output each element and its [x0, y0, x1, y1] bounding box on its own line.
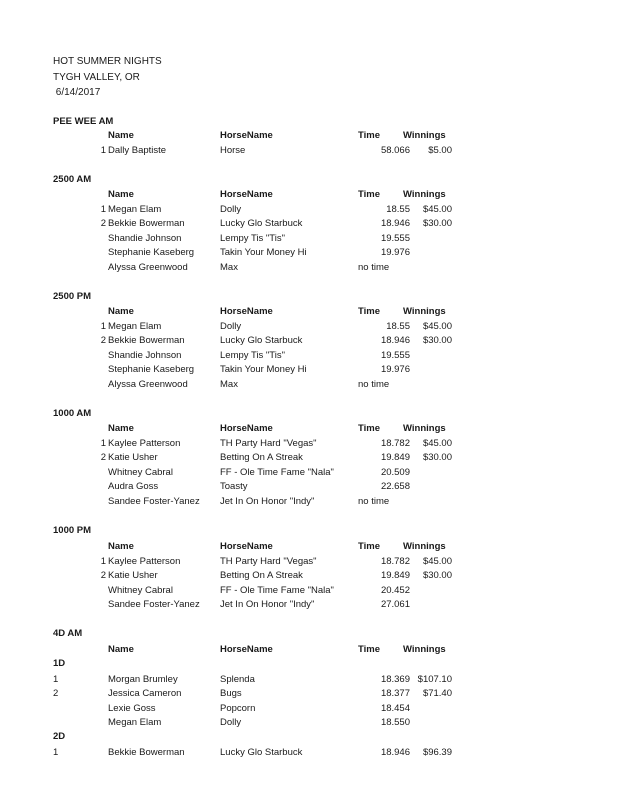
name-cell: Shandie Johnson — [108, 350, 182, 361]
place-cell: 1 — [53, 674, 59, 685]
horse-cell: FF - Ole Time Fame "Nala" — [220, 585, 334, 596]
table-row — [0, 334, 618, 348]
col-name-header: Name — [108, 423, 134, 434]
col-winnings-header: Winnings — [403, 541, 446, 552]
winnings-cell: $45.00 — [422, 204, 452, 215]
horse-cell: Betting On A Streak — [220, 452, 303, 463]
time-cell: 19.555 — [380, 233, 410, 244]
table-row — [0, 144, 618, 158]
winnings-cell: $5.00 — [428, 145, 452, 156]
time-cell: 18.946 — [380, 218, 410, 229]
place-cell: 2 — [100, 452, 106, 463]
time-cell: 19.976 — [380, 247, 410, 258]
name-cell: Morgan Brumley — [108, 674, 178, 685]
col-winnings-header: Winnings — [403, 423, 446, 434]
horse-cell: Toasty — [220, 481, 248, 492]
horse-cell: Dolly — [220, 204, 242, 215]
time-cell: 18.946 — [380, 335, 410, 346]
table-row — [0, 437, 618, 451]
winnings-cell: $107.10 — [417, 674, 452, 685]
table-row — [0, 349, 618, 363]
column-header-row — [0, 422, 618, 436]
table-row — [0, 495, 618, 509]
col-name-header: Name — [108, 644, 134, 655]
winnings-cell: $30.00 — [422, 570, 452, 581]
event-date: 6/14/2017 — [53, 87, 101, 98]
col-winnings-header: Winnings — [403, 644, 446, 655]
column-header-row — [0, 643, 618, 657]
division-label: 2D — [53, 731, 66, 742]
col-time-header: Time — [358, 130, 381, 141]
section-title: 4D AM — [53, 628, 83, 639]
name-cell: Whitney Cabral — [108, 467, 173, 478]
winnings-cell: $45.00 — [422, 438, 452, 449]
table-row — [0, 246, 618, 260]
table-row — [0, 716, 618, 730]
table-row — [0, 673, 618, 687]
name-cell: Megan Elam — [108, 321, 162, 332]
time-cell: no time — [358, 496, 390, 507]
horse-cell: Betting On A Streak — [220, 570, 303, 581]
table-row — [0, 217, 618, 231]
col-horse-header: HorseName — [220, 189, 273, 200]
horse-cell: Jet In On Honor "Indy" — [220, 496, 315, 507]
time-cell: 18.369 — [380, 674, 410, 685]
section-title: PEE WEE AM — [53, 116, 114, 127]
col-time-header: Time — [358, 423, 381, 434]
horse-cell: Takin Your Money Hi — [220, 247, 307, 258]
name-cell: Audra Goss — [108, 481, 159, 492]
name-cell: Megan Elam — [108, 204, 162, 215]
col-horse-header: HorseName — [220, 644, 273, 655]
table-row — [0, 555, 618, 569]
col-time-header: Time — [358, 189, 381, 200]
place-cell: 1 — [100, 321, 106, 332]
col-name-header: Name — [108, 306, 134, 317]
place-cell: 2 — [100, 570, 106, 581]
horse-cell: TH Party Hard "Vegas" — [220, 556, 317, 567]
horse-cell: Dolly — [220, 717, 242, 728]
col-name-header: Name — [108, 130, 134, 141]
col-time-header: Time — [358, 541, 381, 552]
name-cell: Lexie Goss — [108, 703, 156, 714]
column-header-row — [0, 129, 618, 143]
name-cell: Stephanie Kaseberg — [108, 247, 195, 258]
name-cell: Dally Baptiste — [108, 145, 167, 156]
event-title: HOT SUMMER NIGHTS — [53, 56, 162, 67]
place-cell: 1 — [100, 204, 106, 215]
horse-cell: Jet In On Honor "Indy" — [220, 599, 315, 610]
horse-cell: Dolly — [220, 321, 242, 332]
horse-cell: Max — [220, 262, 238, 273]
time-cell: 18.55 — [386, 321, 410, 332]
horse-cell: Splenda — [220, 674, 255, 685]
table-row — [0, 480, 618, 494]
table-row — [0, 320, 618, 334]
table-row — [0, 746, 618, 760]
col-horse-header: HorseName — [220, 130, 273, 141]
winnings-cell: $30.00 — [422, 335, 452, 346]
name-cell: Katie Usher — [108, 452, 158, 463]
col-time-header: Time — [358, 644, 381, 655]
time-cell: 19.555 — [380, 350, 410, 361]
horse-cell: Lucky Glo Starbuck — [220, 747, 303, 758]
horse-cell: TH Party Hard "Vegas" — [220, 438, 317, 449]
name-cell: Sandee Foster-Yanez — [108, 599, 200, 610]
col-name-header: Name — [108, 541, 134, 552]
name-cell: Bekkie Bowerman — [108, 218, 185, 229]
time-cell: 18.550 — [380, 717, 410, 728]
horse-cell: Lucky Glo Starbuck — [220, 218, 303, 229]
col-winnings-header: Winnings — [403, 130, 446, 141]
table-row — [0, 584, 618, 598]
time-cell: 58.066 — [380, 145, 410, 156]
winnings-cell: $45.00 — [422, 321, 452, 332]
table-row — [0, 466, 618, 480]
place-cell: 2 — [100, 218, 106, 229]
name-cell: Bekkie Bowerman — [108, 747, 185, 758]
column-header-row — [0, 540, 618, 554]
section-title: 1000 PM — [53, 525, 92, 536]
col-winnings-header: Winnings — [403, 306, 446, 317]
winnings-cell: $30.00 — [422, 452, 452, 463]
time-cell: 19.976 — [380, 364, 410, 375]
table-row — [0, 687, 618, 701]
time-cell: 22.658 — [380, 481, 410, 492]
place-cell: 1 — [100, 556, 106, 567]
time-cell: 18.454 — [380, 703, 410, 714]
name-cell: Whitney Cabral — [108, 585, 173, 596]
division-label: 1D — [53, 658, 66, 669]
horse-cell: Popcorn — [220, 703, 256, 714]
name-cell: Kaylee Patterson — [108, 438, 181, 449]
time-cell: 18.377 — [380, 688, 410, 699]
table-row — [0, 451, 618, 465]
time-cell: 18.782 — [380, 438, 410, 449]
name-cell: Stephanie Kaseberg — [108, 364, 195, 375]
place-cell: 1 — [53, 747, 59, 758]
section-title: 1000 AM — [53, 408, 92, 419]
col-horse-header: HorseName — [220, 423, 273, 434]
winnings-cell: $71.40 — [422, 688, 452, 699]
name-cell: Shandie Johnson — [108, 233, 182, 244]
name-cell: Kaylee Patterson — [108, 556, 181, 567]
time-cell: 19.849 — [380, 452, 410, 463]
name-cell: Megan Elam — [108, 717, 162, 728]
time-cell: 20.452 — [380, 585, 410, 596]
col-time-header: Time — [358, 306, 381, 317]
winnings-cell: $45.00 — [422, 556, 452, 567]
horse-cell: FF - Ole Time Fame "Nala" — [220, 467, 334, 478]
name-cell: Alyssa Greenwood — [108, 262, 188, 273]
table-row — [0, 203, 618, 217]
winnings-cell: $30.00 — [422, 218, 452, 229]
table-row — [0, 569, 618, 583]
horse-cell: Max — [220, 379, 238, 390]
time-cell: 18.55 — [386, 204, 410, 215]
name-cell: Alyssa Greenwood — [108, 379, 188, 390]
time-cell: 18.946 — [380, 747, 410, 758]
time-cell: 27.061 — [380, 599, 410, 610]
place-cell: 2 — [100, 335, 106, 346]
column-header-row — [0, 305, 618, 319]
col-winnings-header: Winnings — [403, 189, 446, 200]
place-cell: 1 — [100, 438, 106, 449]
section-title: 2500 AM — [53, 174, 92, 185]
place-cell: 1 — [100, 145, 106, 156]
name-cell: Jessica Cameron — [108, 688, 182, 699]
horse-cell: Horse — [220, 145, 246, 156]
winnings-cell: $96.39 — [422, 747, 452, 758]
place-cell: 2 — [53, 688, 59, 699]
table-row — [0, 378, 618, 392]
table-row — [0, 261, 618, 275]
name-cell: Katie Usher — [108, 570, 158, 581]
column-header-row — [0, 188, 618, 202]
col-horse-header: HorseName — [220, 541, 273, 552]
time-cell: 18.782 — [380, 556, 410, 567]
horse-cell: Bugs — [220, 688, 242, 699]
horse-cell: Lempy Tis "Tis" — [220, 350, 285, 361]
table-row — [0, 363, 618, 377]
horse-cell: Takin Your Money Hi — [220, 364, 307, 375]
horse-cell: Lempy Tis "Tis" — [220, 233, 285, 244]
section-title: 2500 PM — [53, 291, 92, 302]
time-cell: no time — [358, 262, 390, 273]
table-row — [0, 232, 618, 246]
time-cell: no time — [358, 379, 390, 390]
name-cell: Sandee Foster-Yanez — [108, 496, 200, 507]
table-row — [0, 598, 618, 612]
time-cell: 19.849 — [380, 570, 410, 581]
name-cell: Bekkie Bowerman — [108, 335, 185, 346]
col-name-header: Name — [108, 189, 134, 200]
col-horse-header: HorseName — [220, 306, 273, 317]
event-location: TYGH VALLEY, OR — [53, 72, 140, 83]
time-cell: 20.509 — [380, 467, 410, 478]
table-row — [0, 702, 618, 716]
horse-cell: Lucky Glo Starbuck — [220, 335, 303, 346]
